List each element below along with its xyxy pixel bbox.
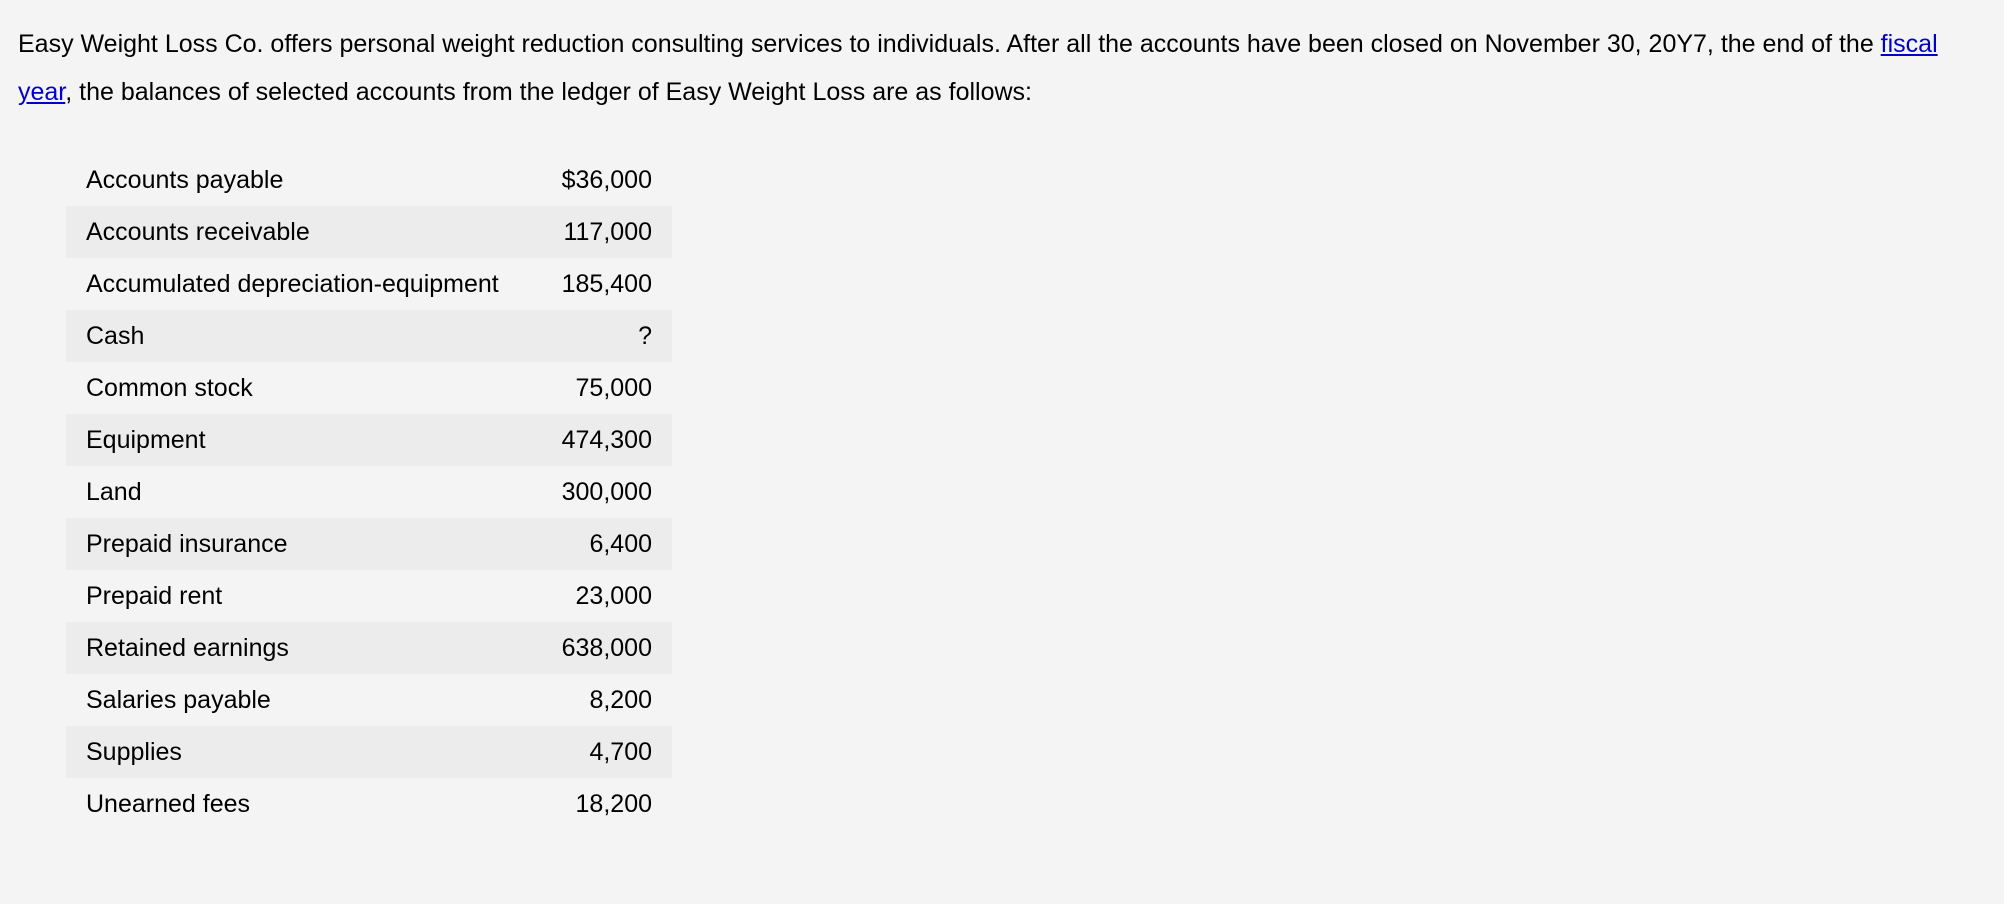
intro-text-before: Easy Weight Loss Co. offers personal weight reduction consulting services to individuals. After all the accounts have been closed on November 30, 20Y7, the end of the xyxy=(18,30,1881,58)
table-row xyxy=(66,154,672,206)
account-balance: ? xyxy=(537,310,673,362)
table-row xyxy=(66,414,672,466)
table-row xyxy=(66,622,672,674)
table-row xyxy=(66,466,672,518)
account-balance: $36,000 xyxy=(561,165,652,194)
account-balance: 4,700 xyxy=(537,726,673,778)
account-balance: 75,000 xyxy=(575,373,652,402)
account-name: Retained earnings xyxy=(66,622,537,674)
table-row xyxy=(66,726,672,778)
account-name: Accounts receivable xyxy=(66,206,537,258)
account-name: Accounts payable xyxy=(86,165,284,194)
table-row xyxy=(66,674,672,726)
account-balance: 185,400 xyxy=(561,269,652,298)
account-name: Equipment xyxy=(66,414,537,466)
table-row xyxy=(66,258,672,310)
ledger-balances-table xyxy=(66,154,672,830)
table-row xyxy=(66,570,672,622)
account-name: Accumulated depreciation-equipment xyxy=(86,269,499,298)
account-balance: 117,000 xyxy=(537,206,673,258)
account-name: Prepaid insurance xyxy=(66,518,537,570)
account-balance: 300,000 xyxy=(561,477,652,506)
account-balance: 474,300 xyxy=(537,414,673,466)
account-name: Land xyxy=(86,477,142,506)
account-balance: 18,200 xyxy=(575,789,652,818)
table-row xyxy=(66,310,672,362)
account-balance: 23,000 xyxy=(575,581,652,610)
account-name: Cash xyxy=(66,310,537,362)
table-row xyxy=(66,362,672,414)
account-balance: 6,400 xyxy=(537,518,673,570)
account-name: Common stock xyxy=(86,373,253,402)
account-balance: 638,000 xyxy=(537,622,673,674)
account-balance: 8,200 xyxy=(589,685,652,714)
table-row xyxy=(66,518,672,570)
account-name: Supplies xyxy=(66,726,537,778)
intro-text-after: , the balances of selected accounts from the ledger of Easy Weight Loss are as follows: xyxy=(65,78,1032,106)
account-name: Salaries payable xyxy=(86,685,271,714)
intro-paragraph xyxy=(18,20,1993,116)
account-name: Unearned fees xyxy=(86,789,251,818)
account-name: Prepaid rent xyxy=(86,581,223,610)
table-row xyxy=(66,778,672,830)
table-row xyxy=(66,206,672,258)
fiscal-year-link[interactable]: fiscal year xyxy=(18,30,1938,106)
